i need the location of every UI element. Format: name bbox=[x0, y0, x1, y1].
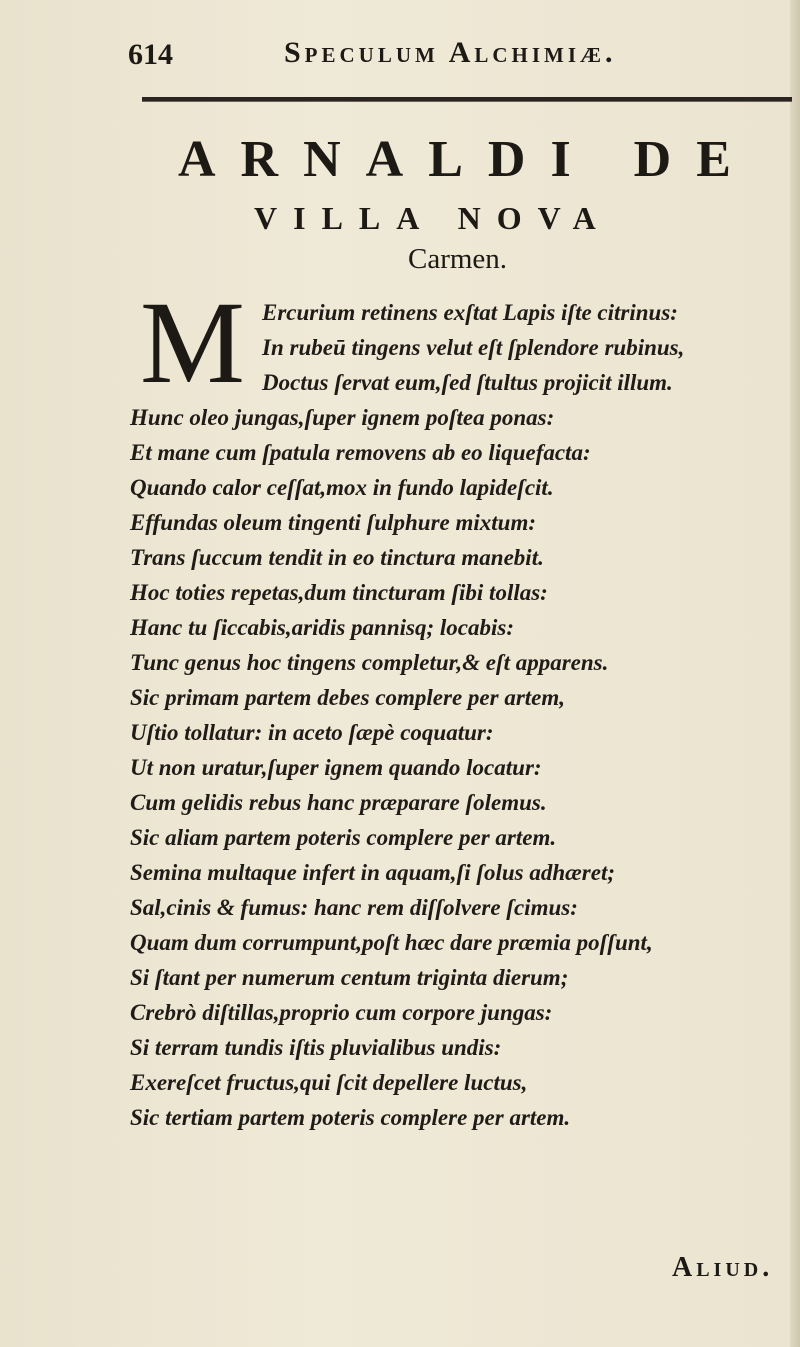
poem-line: Ercurium retinens exſtat Lapis iſte citrinus: bbox=[262, 300, 678, 325]
poem-line: Si ſtant per numerum centum triginta dierum; bbox=[130, 965, 569, 990]
poem-line: Et mane cum ſpatula removens ab eo liquefacta: bbox=[130, 440, 591, 465]
poem-line: Sic aliam partem poteris complere per artem. bbox=[130, 825, 557, 850]
poem-line: Quando calor ceſſat,mox in fundo lapideſcit. bbox=[130, 475, 554, 500]
poem-line: Quam dum corrumpunt,poſt hæc dare præmia poſſunt, bbox=[130, 930, 653, 955]
poem-line: Exereſcet fructus,qui ſcit depellere luctus, bbox=[130, 1070, 528, 1095]
poem-line: Cum gelidis rebus hanc præparare ſolemus. bbox=[130, 790, 547, 815]
poem-line: Tunc genus hoc tingens completur,& eſt apparens. bbox=[130, 650, 609, 675]
poem-line: Semina multaque infert in aquam,ſi ſolus adhæret; bbox=[130, 860, 615, 885]
poem-line: Hanc tu ſiccabis,aridis pannisq; locabis: bbox=[130, 615, 514, 640]
title-line-2: VILLA NOVA bbox=[254, 200, 612, 236]
page-header bbox=[0, 28, 800, 78]
catchword: Aliud. bbox=[672, 1252, 774, 1283]
poem-line: Hunc oleo jungas,ſuper ignem poſtea ponas: bbox=[130, 405, 555, 430]
poem-line: In rubeū tingens velut eſt ſplendore rubinus, bbox=[262, 335, 685, 360]
title-line-1: ARNALDI DE bbox=[178, 131, 756, 188]
poem-line: Crebrò diſtillas,proprio cum corpore jungas: bbox=[130, 1000, 553, 1025]
poem-line: Uſtio tollatur: in aceto ſæpè coquatur: bbox=[130, 720, 494, 745]
poem-line: Sal,cinis & fumus: hanc rem diſſolvere ſcimus: bbox=[130, 895, 578, 920]
drop-cap: M bbox=[140, 277, 245, 408]
page-number: 614 bbox=[128, 38, 173, 71]
poem-line: Sic primam partem debes complere per artem, bbox=[130, 685, 566, 710]
poem-subtitle: Carmen. bbox=[408, 243, 508, 275]
poem-line: Sic tertiam partem poteris complere per artem. bbox=[130, 1105, 571, 1130]
poem-line: Doctus ſervat eum,ſed ſtultus projicit illum. bbox=[262, 370, 673, 395]
poem-line: Effundas oleum tingenti ſulphure mixtum: bbox=[130, 510, 537, 535]
running-head: Speculum Alchimiæ. bbox=[284, 36, 617, 69]
poem-line: Trans ſuccum tendit in eo tinctura manebit. bbox=[130, 545, 544, 570]
poem-line: Si terram tundis iſtis pluvialibus undis: bbox=[130, 1035, 502, 1060]
poem-line: Hoc toties repetas,dum tincturam ſibi tollas: bbox=[130, 580, 548, 605]
page-edge bbox=[790, 0, 800, 1347]
poem-line: Ut non uratur,ſuper ignem quando locatur: bbox=[130, 755, 542, 780]
header-rule bbox=[142, 97, 792, 102]
